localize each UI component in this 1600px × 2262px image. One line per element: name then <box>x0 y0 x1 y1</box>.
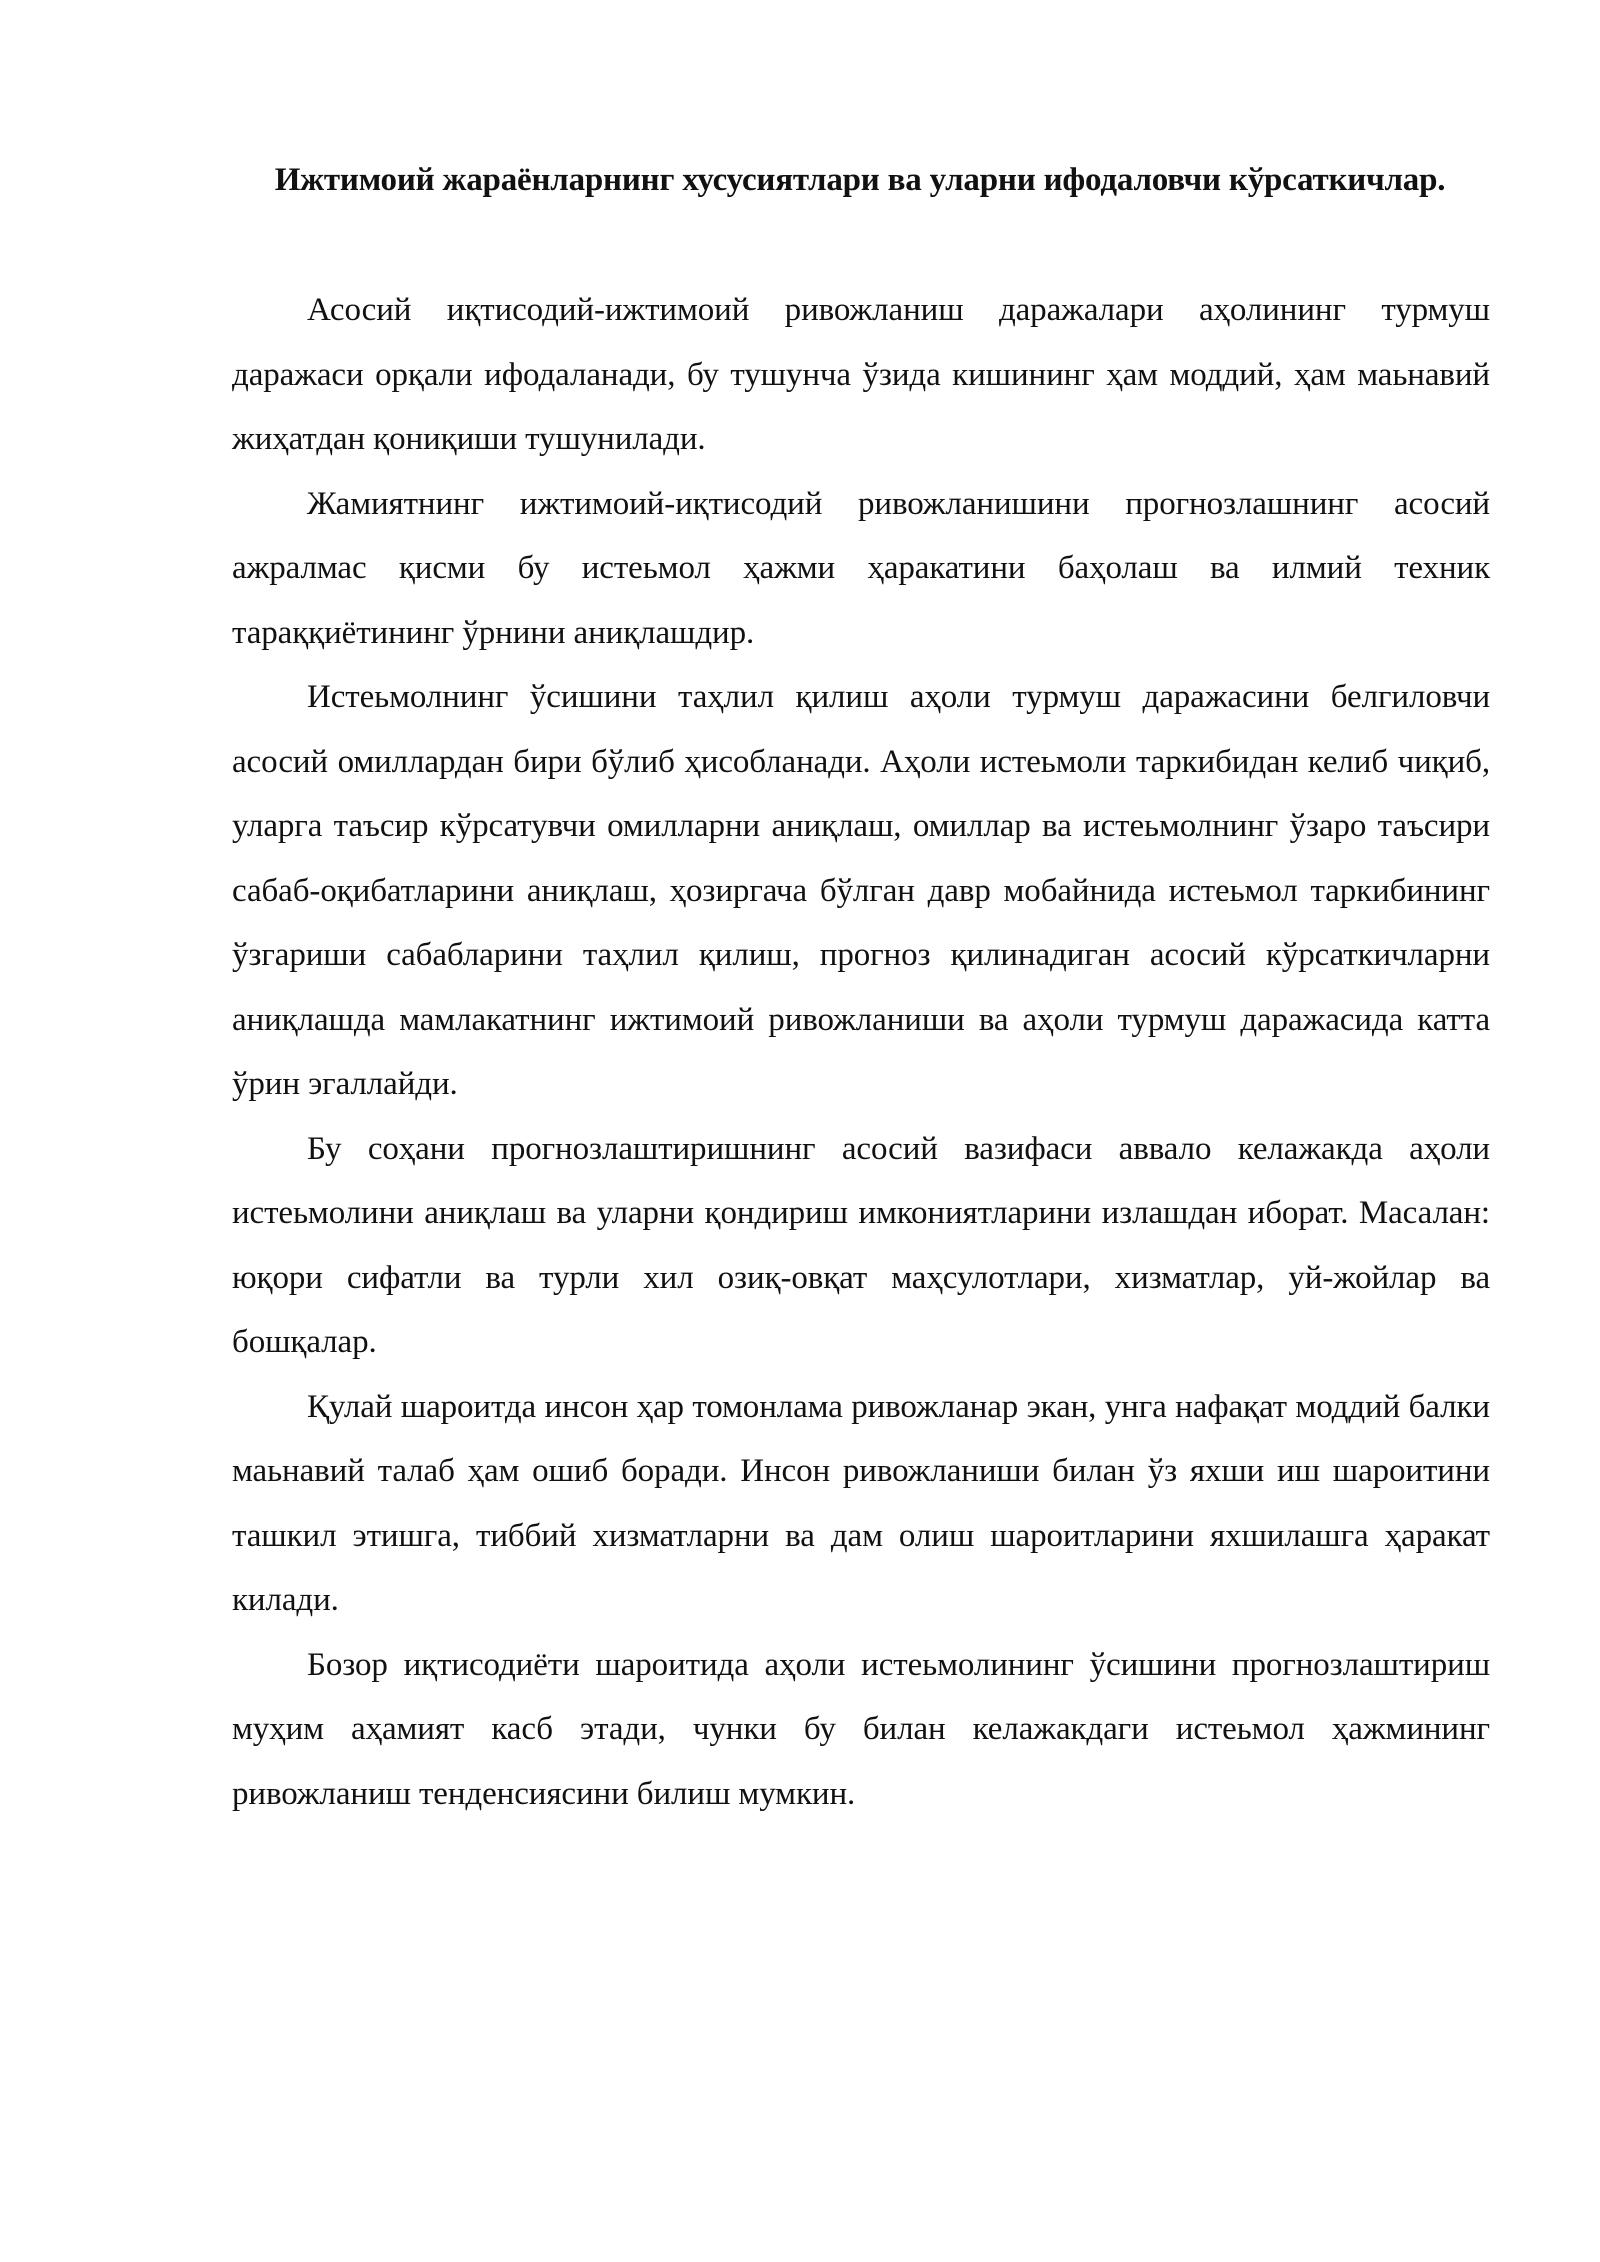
paragraph-5: Қулай шароитда инсон ҳар томонлама ривожланар экан, унга нафақат моддий балки маьнавий талаб ҳам ошиб боради. Инсон ривожланиши билан ўз яхши иш шароитини ташкил этишга, тиббий хизматларни ва дам олиш шароитларини яхшилашга ҳаракат килади. <box>232 1388 1490 1618</box>
paragraph-3: Истеьмолнинг ўсишини таҳлил қилиш аҳоли турмуш даражасини белгиловчи асосий омиллардан бири бўлиб ҳисобланади. Аҳоли истеьмоли таркибидан келиб чиқиб, уларга таъсир кўрсатувчи омилларни аниқлаш, омиллар ва истеьмолнинг ўзаро таъсири сабаб-оқибатларини аниқлаш, ҳозиргача бўлган давр мобайнида истеьмол таркибининг ўзгариши сабабларини таҳлил қилиш, прогноз қилинадиган асосий кўрсаткичларни аниқлашда мамлакатнинг ижтимоий ривожланиши ва аҳоли турмуш даражасида катта ўрин эгаллайди. <box>232 679 1490 1102</box>
paragraph-2: Жамиятнинг ижтимоий-иқтисодий ривожланишини прогнозлашнинг асосий ажралмас қисми бу истеьмол ҳажми ҳаракатини баҳолаш ва илмий техник тараққиётининг ўрнини аниқлашдир. <box>232 485 1490 651</box>
paragraph-6: Бозор иқтисодиёти шароитида аҳоли истеьмолининг ўсишини прогнозлаштириш муҳим аҳамият касб этади, чунки бу билан келажакдаги истеьмол ҳажмининг ривожланиш тенденсиясини билиш мумкин. <box>232 1646 1490 1812</box>
document-body <box>232 278 1490 1826</box>
paragraph-1: Асосий иқтисодий-ижтимоий ривожланиш даражалари аҳолининг турмуш даражаси орқали ифодаланади, бу тушунча ўзида кишининг ҳам моддий, ҳам маьнавий жиҳатдан қониқиши тушунилади. <box>232 292 1490 457</box>
paragraph-4: Бу соҳани прогнозлаштиришнинг асосий вазифаси аввало келажакда аҳоли истеьмолини аниқлаш ва уларни қондириш имкониятларини излашдан иборат. Масалан: юқори сифатли ва турли хил озиқ-овқат маҳсулотлари, хизматлар, уй-жойлар ва бошқалар. <box>232 1130 1490 1360</box>
document-title: Ижтимоий жараёнларнинг хусусиятлари ва уларни ифодаловчи кўрсаткичлар. <box>274 162 1446 198</box>
